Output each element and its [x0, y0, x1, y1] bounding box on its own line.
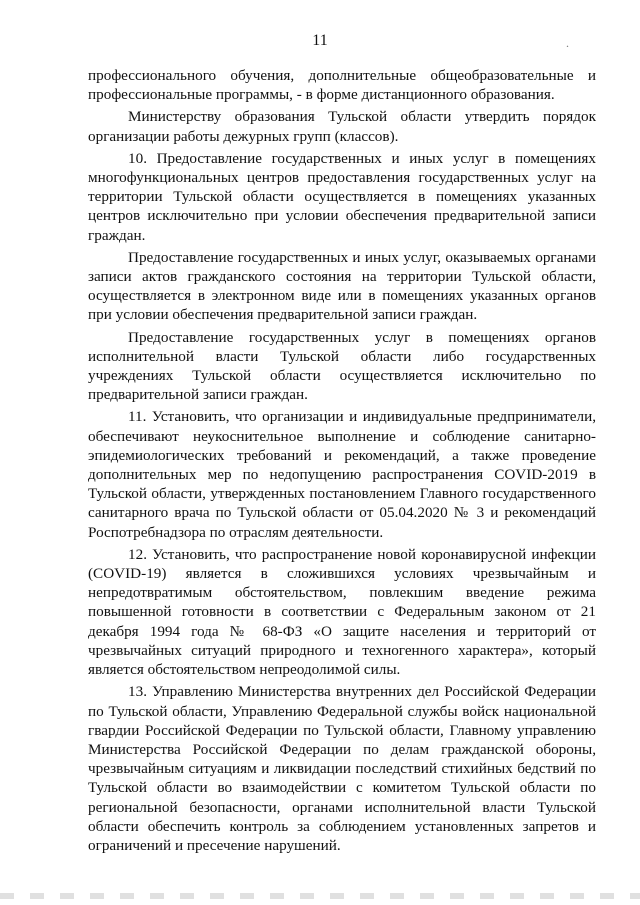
page-number: 11 [312, 32, 328, 49]
paragraph-civil-registry: Предоставление государственных и иных услуг, оказываемых органами записи актов гражданского состояния на территории Тульской области, осуществляется в электронном виде или в помещениях указанных органов при условии обеспечения предварительной записи граждан. [88, 248, 596, 324]
paragraph-executive-bodies: Предоставление государственных услуг в помещениях органов исполнительной власти Тульской области либо государственных учреждениях Тульской области осуществляется исключительно по предварительной записи граждан. [88, 328, 596, 404]
paragraph-education-ministry: Министерству образования Тульской области утвердить порядок организации работы дежурных групп (классов). [88, 108, 596, 145]
paragraph-continuation: профессионального обучения, дополнительные общеобразовательные и профессиональные программы, - в форме дистанционного образования. [88, 67, 596, 104]
paragraph-item-11: 11. Установить, что организации и индивидуальные предприниматели, обеспечивают неукоснительное выполнение и соблюдение санитарно-эпидемиологических требований и рекомендаций, а также проведение дополнительных мер по недопущению распространения COVID-2019 в Тульской области, утвержденных постановлением Главного государственного санитарного врача по Тульской области от 05.04.2020 № 3 и рекомендаций Роспотребнадзора по отраслям деятельности. [88, 408, 596, 541]
page-mark: . [566, 36, 569, 50]
paragraph-item-12: 12. Установить, что распространение новой коронавирусной инфекции (COVID-19) является в сложившихся условиях чрезвычайным и непредотвратимым обстоятельством, повлекшим введение режима повышенной готовности в соответствии с Федеральным законом от 21 декабря 1994 года № 68-ФЗ «О защите населения и территорий от чрезвычайных ситуаций природного и техногенного характера», который является обстоятельством непреодолимой силы. [88, 545, 596, 679]
scan-edge-artifact [0, 893, 640, 899]
paragraph-item-10: 10. Предоставление государственных и иных услуг в помещениях многофункциональных центров предоставления государственных услуг на территории Тульской области осуществляется в помещениях указанных центров исключительно при условии обеспечения предварительной записи граждан. [88, 149, 596, 244]
document-body [88, 66, 596, 858]
paragraph-item-13: 13. Управлению Министерства внутренних дел Российской Федерации по Тульской области, Управлению Федеральной службы войск национальной гвардии Российской Федерации по Тульской области, Главному управлению Министерства Российской Федерации по делам гражданской обороны, чрезвычайным ситуациям и ликвидации последствий стихийных бедствий по Тульской области во взаимодействии с комитетом Тульской области по региональной безопасности, органами исполнительной власти Тульской области обеспечить контроль за соблюдением установленных запретов и ограничений и пресечение нарушений. [88, 683, 596, 854]
